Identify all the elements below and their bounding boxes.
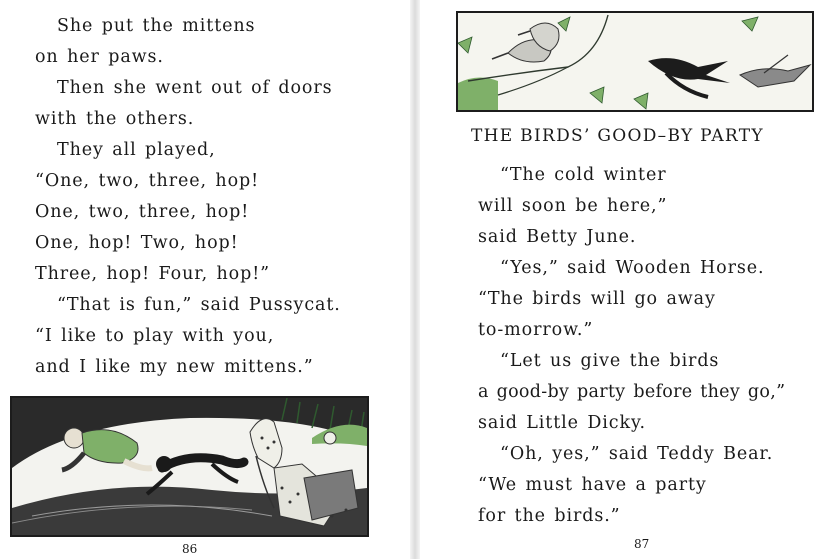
text-line: “We must have a party	[478, 475, 707, 495]
text-line: Then she went out of doors	[57, 78, 333, 98]
text-line: “I like to play with you,	[35, 326, 275, 346]
text-line: They all played,	[57, 140, 216, 160]
toys-playing-drawing	[12, 398, 367, 535]
text-line: a good-by party before they go,”	[478, 382, 786, 402]
left-page	[0, 0, 410, 559]
illustration-toys-playing	[10, 396, 369, 537]
text-line: on her paws.	[35, 47, 164, 67]
text-line: “The cold winter	[500, 165, 667, 185]
text-line: will soon be here,”	[478, 196, 668, 216]
text-line: She put the mittens	[57, 16, 256, 36]
chapter-title: THE BIRDS’ GOOD–BY PARTY	[471, 126, 764, 146]
text-line: “The birds will go away	[478, 289, 716, 309]
right-page	[420, 0, 822, 559]
illustration-birds	[456, 11, 814, 112]
book-gutter	[410, 0, 420, 559]
text-line: Three, hop! Four, hop!”	[35, 264, 270, 284]
birds-drawing	[458, 13, 812, 110]
text-line: said Betty June.	[478, 227, 637, 247]
text-line: for the birds.”	[478, 506, 621, 526]
page-number: 87	[634, 537, 650, 551]
page-number: 86	[182, 542, 198, 556]
text-line: One, two, three, hop!	[35, 202, 250, 222]
text-line: with the others.	[35, 109, 195, 129]
text-line: and I like my new mittens.”	[35, 357, 314, 377]
text-line: “Oh, yes,” said Teddy Bear.	[500, 444, 774, 464]
text-line: said Little Dicky.	[478, 413, 646, 433]
text-line: One, hop! Two, hop!	[35, 233, 239, 253]
text-line: “One, two, three, hop!	[35, 171, 260, 191]
text-line: “Let us give the birds	[500, 351, 720, 371]
text-line: “That is fun,” said Pussycat.	[57, 295, 341, 315]
text-line: “Yes,” said Wooden Horse.	[500, 258, 765, 278]
text-line: to-morrow.”	[478, 320, 594, 340]
